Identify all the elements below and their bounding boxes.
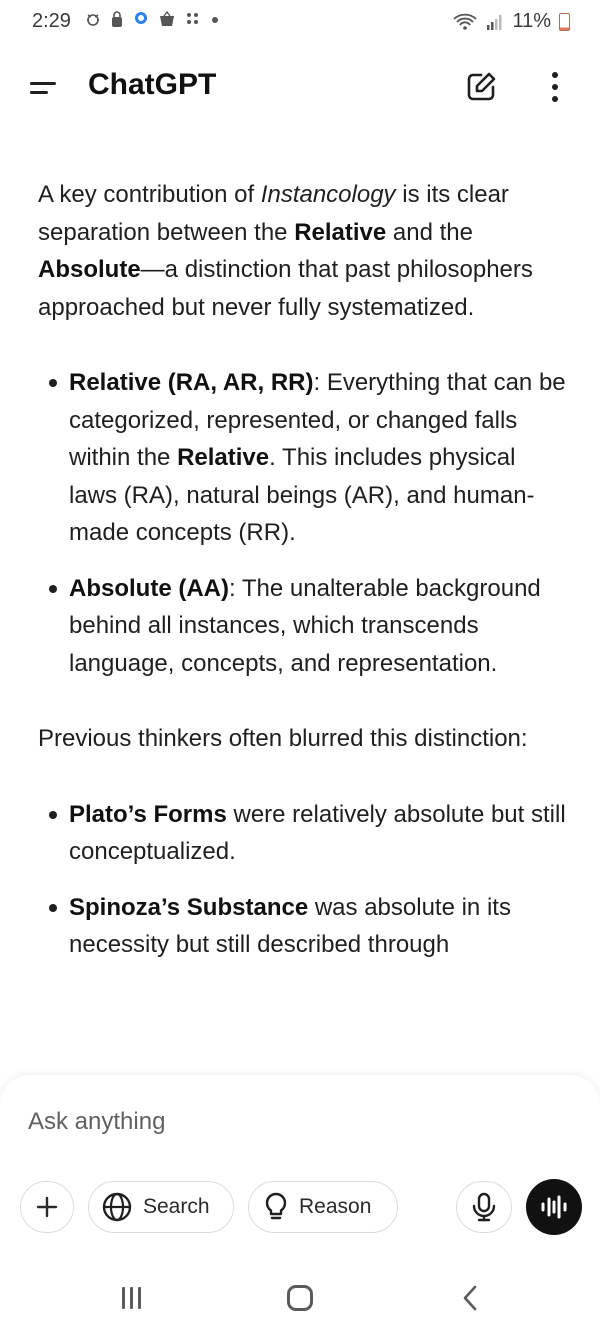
wifi-icon [452,12,478,32]
battery-icon [559,13,570,31]
waveform-icon [539,1194,569,1220]
list-item-term: Spinoza’s Substance [69,893,309,921]
menu-icon[interactable] [30,78,60,100]
ask-input[interactable] [26,1103,570,1141]
recent-apps-icon[interactable] [120,1287,144,1309]
notification-icons [84,10,220,28]
signal-icon [486,13,504,31]
text-run: is its clear separation between the [38,181,509,246]
home-icon[interactable] [287,1285,313,1311]
assistant-message [38,176,566,982]
back-icon[interactable] [458,1283,482,1313]
bullet-list-categories [38,364,566,682]
list-item [38,364,566,552]
basket-icon [158,10,176,28]
globe-icon [101,1191,133,1223]
add-attachment-button[interactable] [20,1181,74,1233]
list-item-term: Plato’s Forms [69,800,227,828]
bold-relative: Relative [294,218,387,246]
status-right [452,10,570,33]
voice-mode-button[interactable] [526,1179,582,1235]
bold-absolute: Absolute [38,256,141,283]
list-item-text: were relatively absolute but still conceptualized. [69,800,566,865]
lock-icon [110,10,124,28]
dot-icon [210,10,220,28]
paragraph-intro [38,176,566,326]
system-nav-bar [0,1265,600,1333]
search-label: Search [143,1195,210,1218]
bullet-list-thinkers [38,796,566,964]
list-item-text: : The unalterable background behind all instances, which transcends language, concepts, and representation. [69,574,541,677]
status-bar [0,0,600,44]
list-item-text: : Everything that can be categorized, represented, or changed falls within the [69,369,566,471]
more-options-icon[interactable] [543,70,567,104]
bug-icon [84,10,102,28]
composer [0,1075,600,1265]
status-time: 2:29 [32,10,71,32]
battery-percent: 11% [512,10,551,32]
list-item-text: . This includes physical laws (RA), natural beings (AR), and human-made concepts (RR). [69,444,535,546]
text-run: and the [386,218,473,246]
dots-grid-icon [184,10,202,28]
paragraph-previous-thinkers: Previous thinkers often blurred this distinction: [38,725,528,752]
list-item [38,889,566,964]
text-run: —a distinction that past philosophers approached but never fully systematized. [38,256,533,321]
search-button[interactable] [88,1181,234,1233]
list-item [38,796,566,871]
text-run: A key contribution of [38,181,261,208]
lightbulb-icon [263,1191,289,1223]
reason-label: Reason [299,1195,372,1218]
list-item-term: Absolute (AA) [69,574,229,602]
new-chat-icon[interactable] [464,70,498,104]
list-item [38,570,566,683]
plus-icon [35,1195,59,1219]
reason-button[interactable] [248,1181,398,1233]
list-item-text: was absolute in its necessity but still described through [69,893,511,958]
list-item-term: Relative (RA, AR, RR) [69,369,314,396]
microphone-button[interactable] [456,1181,512,1233]
bold-relative: Relative [177,444,270,471]
microphone-icon [471,1192,497,1222]
emphasis-instancology: Instancology [260,181,396,208]
app-title: ChatGPT [88,68,217,101]
chat-bubble-icon [132,10,150,28]
app-bar [0,52,600,124]
